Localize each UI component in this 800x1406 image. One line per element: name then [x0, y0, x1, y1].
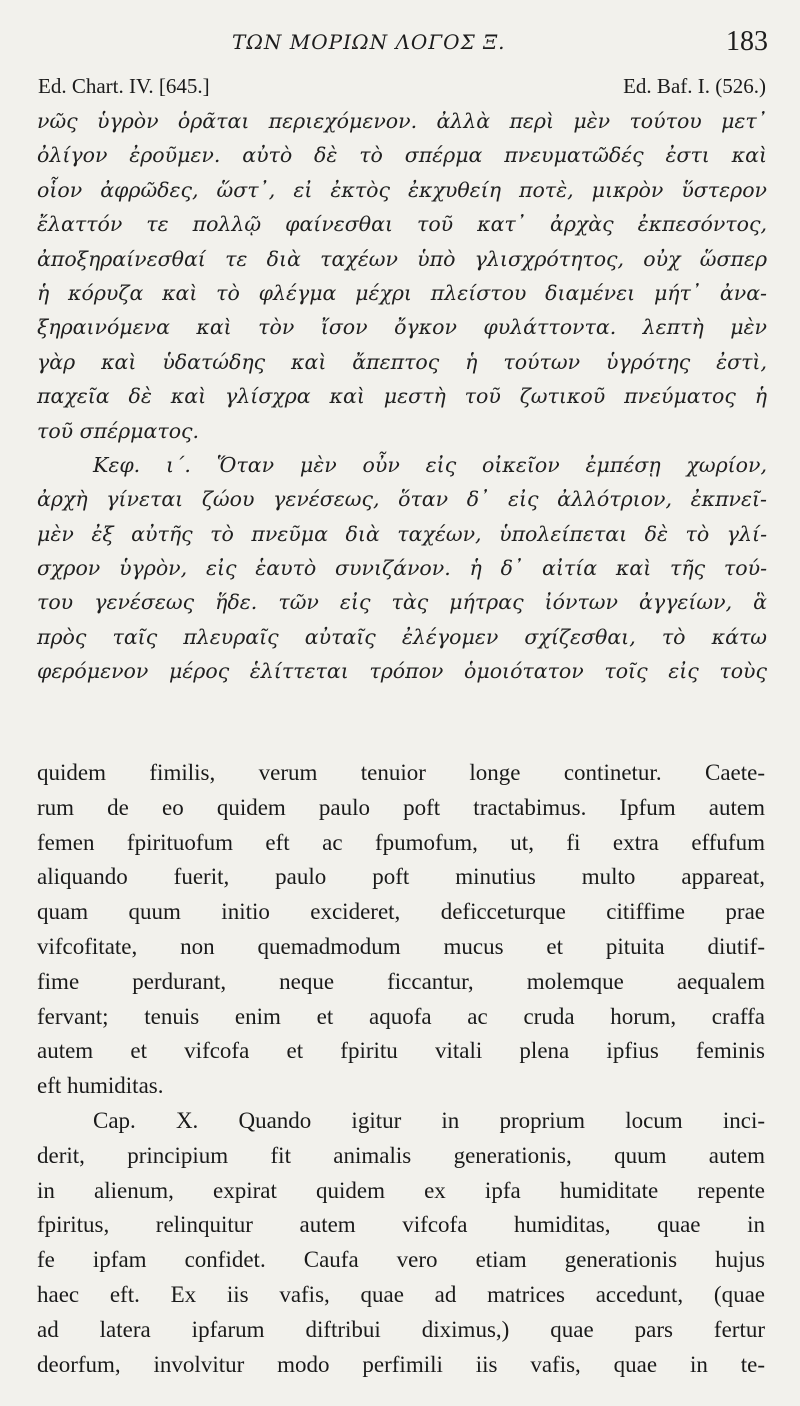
- edition-chartier: Ed. Chart. IV. [645.]: [38, 74, 210, 98]
- latin-line: in alienum, expirat quidem ex ipfa humiditate repente: [37, 1177, 765, 1203]
- running-head: [0, 26, 800, 64]
- greek-line: τοῦ σπέρματος.: [37, 418, 200, 443]
- latin-line: femen fpirituofum eft ac fpumofum, ut, fi extra effufum: [37, 829, 765, 855]
- greek-line: νῶς ὑγρὸν ὁρᾶται περιεχόμενον. ἀλλὰ περὶ μὲν τούτου μετ᾽: [37, 109, 767, 133]
- greek-line: ἔλαττόν τε πολλῷ φαίνεσθαι τοῦ κατ᾽ ἀρχὰς ἐκπεσόντος,: [37, 212, 767, 237]
- latin-line: vifcofitate, non quemadmodum mucus et pituita diutif-: [37, 933, 765, 959]
- latin-line: rum de eo quidem paulo poft tractabimus. Ipfum autem: [37, 794, 765, 820]
- greek-line: μὲν ἐξ αὐτῆς τὸ πνεῦμα διὰ ταχέων, ὑπολείπεται δὲ τὸ γλί-: [37, 521, 767, 546]
- latin-line: fervant; tenuis enim et aquofa ac cruda horum, craffa: [37, 1003, 765, 1029]
- running-title: ΤΩΝ ΜΟΡΙΩΝ ΛΟΓΟΣ Ξ.: [232, 30, 506, 54]
- edition-references: [38, 74, 766, 104]
- greek-line: του γενέσεως ἥδε. τῶν εἰς τὰς μήτρας ἰόντων ἀγγείων, ἃ: [37, 590, 767, 615]
- greek-line: σχρον ὑγρὸν, εἰς ἑαυτὸ συνιζάνον. ἡ δ᾽ αἰτία καὶ τῆς τού-: [37, 556, 767, 581]
- latin-line: haec eft. Ex iis vafis, quae ad matrices accedunt, (quae: [37, 1281, 765, 1307]
- latin-line: aliquando fuerit, paulo poft minutius multo appareat,: [37, 864, 765, 890]
- latin-line: deorfum, involvitur modo perfimili iis vafis, quae in te-: [37, 1351, 765, 1377]
- latin-text-block: [37, 756, 765, 1382]
- greek-line: πρὸς ταῖς πλευραῖς αὐταῖς ἐλέγομεν σχίζεσθαι, τὸ κάτω: [37, 624, 767, 649]
- latin-line: fe ipfam confidet. Caufa vero etiam generationis hujus: [37, 1247, 765, 1273]
- latin-line: quam quum initio excideret, deficceturque citiffime prae: [37, 899, 765, 925]
- latin-line: autem et vifcofa et fpiritu vitali plena ipfius feminis: [37, 1038, 765, 1064]
- latin-line: ad latera ipfarum diftribui diximus,) quae pars fertur: [37, 1316, 765, 1342]
- greek-line: ἀποξηραίνεσθαί τε διὰ ταχέων ὑπὸ γλισχρότητος, οὐχ ὥσπερ: [37, 246, 767, 271]
- greek-line: ξηραινόμενα καὶ τὸν ἴσον ὄγκον φυλάττοντα. λεπτὴ μὲν: [37, 315, 767, 340]
- greek-text-block: [37, 104, 767, 689]
- latin-line: eft humiditas.: [37, 1073, 164, 1099]
- greek-line: ἡ κόρυζα καὶ τὸ φλέγμα μέχρι πλείστου διαμένει μήτ᾽ ἀνα-: [37, 280, 767, 305]
- latin-line: fime perdurant, neque ficcantur, molemque aequalem: [37, 968, 765, 994]
- edition-basel: Ed. Baf. I. (526.): [623, 74, 766, 98]
- latin-line: derit, principium fit animalis generationis, quum autem: [37, 1142, 765, 1168]
- latin-line: quidem fimilis, verum tenuior longe continetur. Caete-: [37, 760, 765, 785]
- greek-line: ὀλίγον ἐροῦμεν. αὐτὸ δὲ τὸ σπέρμα πνευματῶδές ἐστι καὶ: [37, 143, 767, 168]
- latin-line: fpiritus, relinquitur autem vifcofa humiditas, quae in: [37, 1212, 765, 1238]
- greek-chapter-heading-line: Κεφ. ι΄. Ὅταν μὲν οὖν εἰς οἰκεῖον ἐμπέσῃ χωρίον,: [93, 452, 767, 477]
- greek-line: οἷον ἀφρῶδες, ὥστ᾽, εἰ ἐκτὸς ἐκχυθείη ποτὲ, μικρὸν ὕστερον: [37, 177, 767, 202]
- greek-line: ἀρχὴ γίνεται ζώου γενέσεως, ὅταν δ᾽ εἰς ἀλλότριον, ἐκπνεῖ-: [37, 487, 767, 512]
- latin-chapter-heading-line: Cap. X. Quando igitur in proprium locum inci-: [93, 1107, 765, 1133]
- greek-line: φερόμενον μέρος ἑλίττεται τρόπον ὁμοιότατον τοῖς εἰς τοὺς: [37, 659, 767, 684]
- greek-line: γὰρ καὶ ὑδατώδης καὶ ἄπεπτος ἡ τούτων ὑγρότης ἐστὶ,: [37, 349, 767, 374]
- greek-line: παχεῖα δὲ καὶ γλίσχρα καὶ μεστὴ τοῦ ζωτικοῦ πνεύματος ἡ: [37, 384, 767, 409]
- page-number: 183: [726, 26, 768, 57]
